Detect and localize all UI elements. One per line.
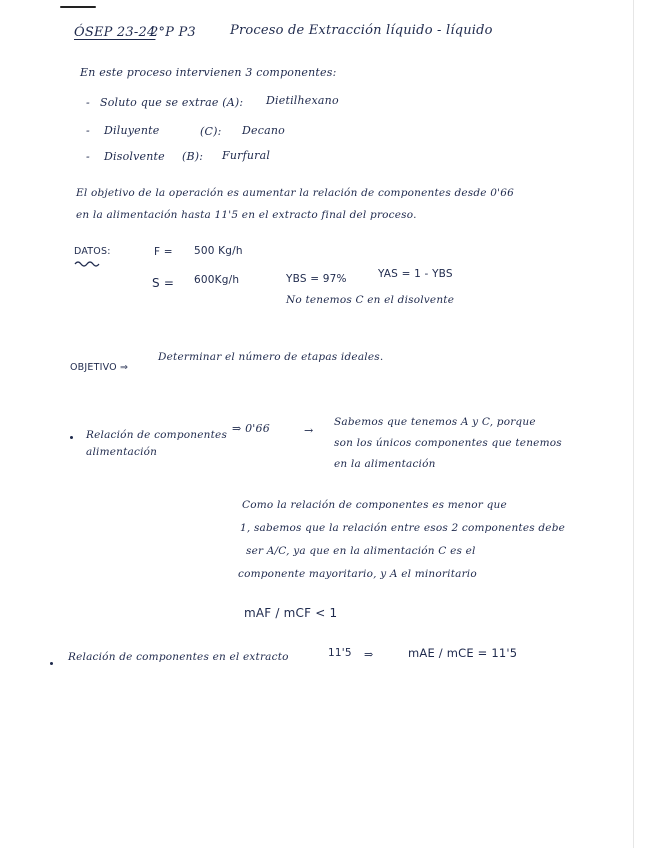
relacion-extracto-label: Relación de componentes en el extracto [68, 651, 289, 663]
page-margin-line [633, 0, 634, 848]
explanation-line-1: Como la relación de componentes es menor que [242, 499, 507, 511]
relacion-alim-note-2: son los únicos componentes que tenemos [334, 437, 562, 449]
top-mark [60, 6, 96, 8]
explanation-line-2: 1, sabemos que la relación entre esos 2 componentes debe [240, 522, 566, 534]
component-value-1: Dietilhexano [266, 94, 339, 107]
datos-label: DATOS: [74, 246, 111, 257]
datos-f-value: 500 Kg/h [194, 245, 243, 257]
relacion-alim-note-1: Sabemos que tenemos A y C, porque [334, 416, 536, 428]
objetivo-text: Determinar el número de etapas ideales. [158, 351, 384, 363]
intro-line: En este proceso intervienen 3 componentes: [80, 66, 337, 79]
datos-s-label: S = [152, 276, 175, 290]
explanation-line-4: componente mayoritario, y A el minoritario [238, 568, 477, 580]
datos-f-label: F = [154, 246, 173, 258]
component-label-1: Soluto que se extrae (A): [100, 96, 244, 109]
datos-ybs: YBS = 97% [286, 273, 347, 285]
datos-note: No tenemos C en el disolvente [286, 294, 455, 306]
explanation-line-3: ser A/C, ya que en la alimentación C es el [246, 545, 476, 557]
objective-line-2: en la alimentación hasta 11'5 en el extracto final del proceso. [76, 209, 417, 221]
component-dash-1: - [86, 96, 90, 109]
header-group: 2°P P3 [150, 25, 196, 40]
relacion-alim-note-3: en la alimentación [334, 458, 436, 470]
relacion-alim-arrow: → [304, 424, 314, 437]
component-dash-3: - [86, 150, 90, 163]
bullet-dot [50, 662, 53, 665]
bullet-dot [70, 436, 73, 439]
component-label-2: Diluyente [104, 124, 160, 137]
relacion-alim-value: ⇒ 0'66 [232, 422, 270, 435]
component-label-3: Disolvente [104, 150, 165, 163]
relacion-extracto-value: 11'5 [328, 647, 352, 659]
objetivo-label: OBJETIVO ⇒ [70, 362, 129, 373]
component-code-3: (B): [182, 150, 204, 163]
component-dash-2: - [86, 124, 90, 137]
objective-line-1: El objetivo de la operación es aumentar la relación de componentes desde 0'66 [76, 187, 514, 199]
datos-yas: YAS = 1 - YBS [378, 268, 453, 280]
datos-s-value: 600Kg/h [194, 274, 240, 286]
formula-extracto: mAE / mCE = 11'5 [408, 646, 518, 660]
component-value-3: Furfural [222, 149, 271, 162]
relacion-alim-label-2: alimentación [86, 446, 158, 458]
page-title: Proceso de Extracción líquido - líquido [230, 23, 493, 38]
formula-alim: mAF / mCF < 1 [244, 606, 338, 620]
header-course: ÓSEP 23-24 [74, 25, 156, 40]
component-value-2: Decano [242, 124, 285, 137]
relacion-extracto-arrow: ⇒ [364, 648, 374, 661]
component-code-2: (C): [200, 125, 222, 138]
datos-squiggle [74, 259, 104, 267]
relacion-alim-label-1: Relación de componentes [86, 429, 228, 441]
